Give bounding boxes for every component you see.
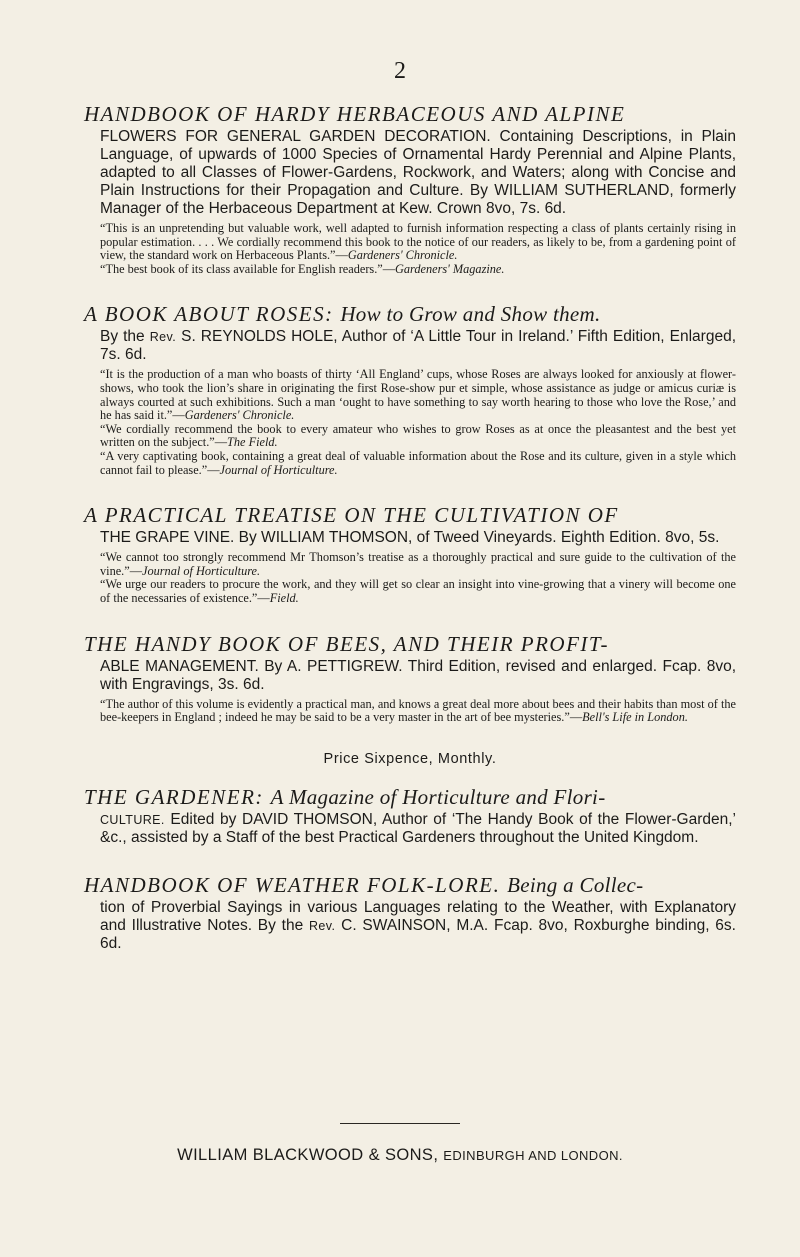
- review-quote: “This is an unpretending but valuable work, well adapted to furnish information respecting a class of plants certainly rising in popular estimation. . . . We cordially recommend this book to the notice of our readers, as likely to be, from a gardening point of view, the standard work on Herbaceous Plants.”—Gardeners' Chronicle.: [100, 221, 736, 263]
- entry-title: THE GARDENER: A Magazine of Horticulture and Flori-: [84, 784, 606, 809]
- review-source: Bell's Life in London.: [582, 710, 688, 725]
- entry-title: THE HANDY BOOK OF BEES, AND THEIR PROFIT-: [84, 631, 610, 656]
- review-quote: “The best book of its class available for English readers.”—Gardeners' Magazine.: [100, 261, 505, 276]
- review-quote: “We cordially recommend the book to every amateur who wishes to grow Roses as at once the pleasantest and the best yet written on the subject.”—The Field.: [100, 421, 736, 450]
- review-quotes: [100, 698, 736, 725]
- entry-description: CULTURE. Edited by DAVID THOMSON, Author of ‘The Handy Book of the Flower-Garden,’ &c., assisted by a Staff of the best Practical Gardeners throughout the United Kingdom.: [100, 810, 736, 846]
- review-source: Field.: [269, 590, 299, 605]
- review-quote: “It is the production of a man who boasts of thirty ‘All England’ cups, whose Roses are always looked for anxiously at flower-shows, who took the lion’s share in originating the first Rose-show pur et simple, whose assistance as judge or amicus curiæ is always courted at such exhibitions. Such a man ‘ought to have something to say worth hearing to those who love the Rose,’ and he has said it.”—Gardeners' Chronicle.: [100, 367, 736, 423]
- entry-description: FLOWERS FOR GENERAL GARDEN DECORATION. Containing Descriptions, in Plain Language, of upwards of 1000 Species of Ornamental Hardy Perennial and Alpine Plants, adapted to all Classes of Flower-Gardens, Rockwork, and Waters; along with Concise and Plain Instructions for their Propagation and Culture. By WILLIAM SUTHERLAND, formerly Manager of the Herbaceous Department at Kew. Crown 8vo, 7s. 6d.: [100, 128, 736, 217]
- entry-weather-folk-lore: [84, 873, 736, 953]
- entry-title: A BOOK ABOUT ROSES: How to Grow and Show them.: [84, 302, 601, 327]
- entry-description: tion of Proverbial Sayings in various Languages relating to the Weather, with Explanatory and Illustrative Notes. By the Rev. C. SWAINSON, M.A. Fcap. 8vo, Roxburghe binding, 6s. 6d.: [100, 898, 736, 952]
- entry-subtitle: A Magazine of Horticulture and Flori-: [270, 784, 606, 809]
- review-source: The Field.: [227, 435, 278, 450]
- entry-subtitle: How to Grow and Show them.: [340, 302, 601, 327]
- entry-description: THE GRAPE VINE. By WILLIAM THOMSON, of Tweed Vineyards. Eighth Edition. 8vo, 5s.: [100, 529, 720, 547]
- entry-description: ABLE MANAGEMENT. By A. PETTIGREW. Third Edition, revised and enlarged. Fcap. 8vo, with Engravings, 3s. 6d.: [100, 657, 736, 693]
- entry-title: HANDBOOK OF WEATHER FOLK-LORE. Being a Collec-: [84, 872, 644, 897]
- price-line: Price Sixpence, Monthly.: [323, 750, 497, 767]
- review-quote: “We urge our readers to procure the work, and they will get so clear an insight into vine-growing that a vinery will become one of the necessaries of existence.”—Field.: [100, 577, 736, 605]
- divider-rule: [340, 1123, 460, 1124]
- review-quote: “We cannot too strongly recommend Mr Thomson’s treatise as a thoroughly practical and sure guide to the cultivation of the vine.”—Journal of Horticulture.: [100, 550, 736, 578]
- entry-title: A PRACTICAL TREATISE ON THE CULTIVATION OF: [84, 503, 619, 528]
- publisher-imprint: WILLIAM BLACKWOOD & SONS, EDINBURGH AND LONDON.: [177, 1146, 623, 1164]
- review-source: Gardeners' Magazine.: [395, 261, 505, 276]
- entry-subtitle: Being a Collec-: [507, 872, 644, 897]
- review-quotes: [100, 222, 736, 276]
- entry-book-about-roses: [84, 302, 736, 477]
- review-quote: “A very captivating book, containing a great deal of valuable information about the Rose and its culture, given in a style which cannot fail to please.”—Journal of Horticulture.: [100, 448, 736, 477]
- review-quotes: [100, 368, 736, 477]
- review-source: Journal of Horticulture.: [219, 462, 338, 477]
- review-source: Journal of Horticulture.: [142, 563, 261, 578]
- advertisement-list: [84, 102, 736, 979]
- entry-the-gardener-magazine: [84, 785, 736, 847]
- entry-title: HANDBOOK OF HARDY HERBACEOUS AND ALPINE: [84, 102, 626, 126]
- review-source: Gardeners' Chronicle.: [184, 408, 295, 423]
- entry-grape-vine-treatise: [84, 503, 736, 605]
- review-source: Gardeners' Chronicle.: [347, 248, 458, 263]
- page-number: 2: [394, 58, 406, 84]
- entry-handy-book-of-bees: [84, 632, 736, 725]
- review-quotes: [100, 551, 736, 605]
- review-quote: “The author of this volume is evidently a practical man, and knows a great deal more about bees and their habits than most of the bee-keepers in England ; indeed he may be said to be a very master in the art of bee mysteries.”—Bell's Life in London.: [100, 696, 736, 725]
- entry-description: By the Rev. S. REYNOLDS HOLE, Author of ‘A Little Tour in Ireland.’ Fifth Edition, Enlarged, 7s. 6d.: [100, 328, 736, 364]
- entry-herbaceous-handbook: [84, 102, 736, 276]
